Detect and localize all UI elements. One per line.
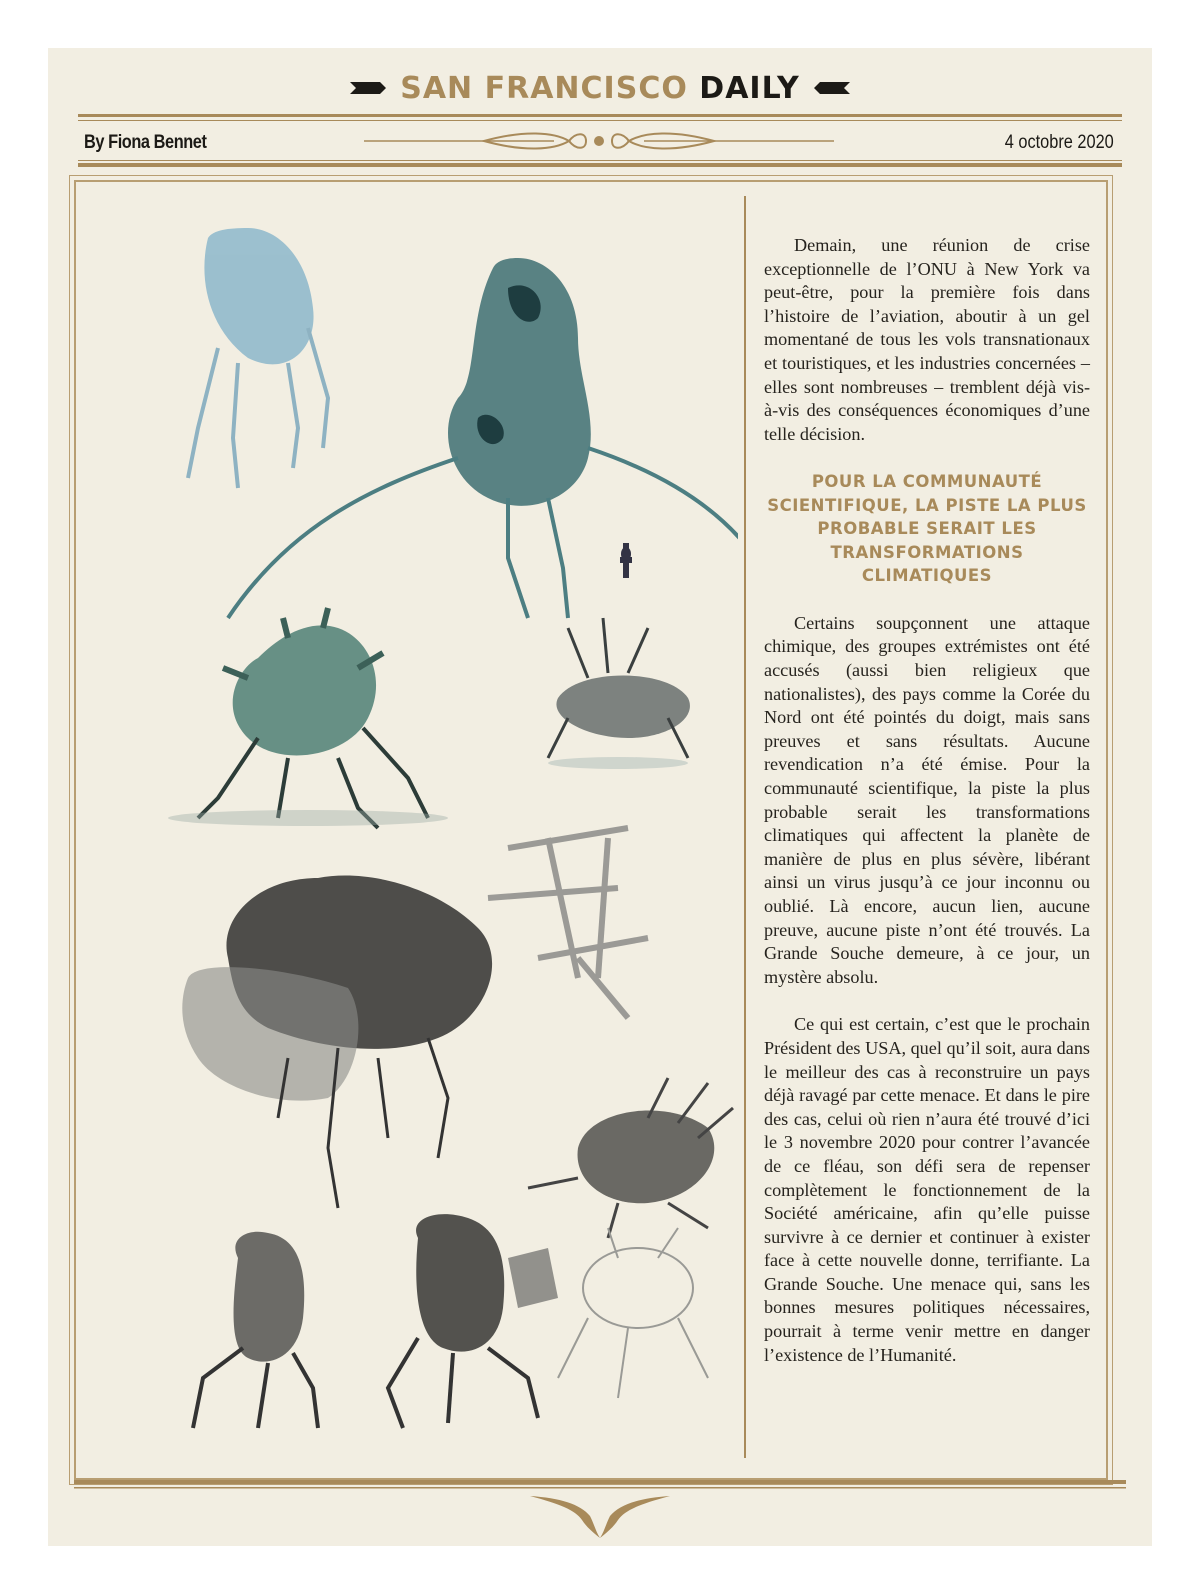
dateline: 4 octobre 2020 — [1004, 132, 1114, 153]
article-paragraph-1: Demain, une réunion de crise exceptionnelle de l’ONU à New York va peut-être, pour la première fois dans l’histoire de l’aviation, aboutir à un gel momentané de tous les vols transnationaux et touristiques, et les industries concernées – elles sont nombreuses – tremblent déjà vis-à-vis des conséquences économiques d’une telle décision. — [764, 235, 1090, 444]
masthead-flag-left-icon — [350, 80, 386, 96]
article-paragraph-2: Certains soupçonnent une attaque chimique, des groupes extrémistes ont été accusés (aussi bien religieux que nationalistes), des pays comme la Corée du Nord ont été pointés du doigt, mais sans preuves et sans résultats. Aucune revendication n’a été émise. Pour la communauté scientifique, la piste la plus probable serait les transformations climatiques qui affectent la planète de manière de plus en plus sévère, libérant ainsi un virus jusqu’à ce jour inconnu ou oublié. Là encore, aucun lien, aucune preuve, aucune piste n’ont été trouvés. La Grande Souche demeure, à ce jour, un mystère absolu. — [764, 612, 1090, 987]
top-rule-thick — [78, 114, 1122, 117]
header-rule-thin — [78, 160, 1122, 161]
column-divider — [744, 196, 746, 1458]
masthead-title-accent: DAILY — [699, 70, 800, 106]
beetle-sketch-small — [548, 618, 690, 769]
masthead-flag-right-icon — [814, 80, 850, 96]
header-ornament-icon — [364, 128, 834, 154]
footer-rule — [74, 1480, 1126, 1492]
top-rule-thin — [78, 120, 1122, 121]
spiky-crab-sketch — [528, 1078, 733, 1238]
article-pullquote: POUR LA COMMUNAUTÉ SCIENTIFIQUE, LA PISTE LA PLUS PROBABLE SERAIT LES TRANSFORMATIONS CLIMATIQUES — [767, 472, 1087, 586]
article-paragraph-3: Ce qui est certain, c’est que le prochain Président des USA, quel qu’il soit, aura dans le meilleur des cas à reconstruire un pays déjà ravagé par cette menace. Et dans le pire des cas, celui où rien n’aura été trouvé d’ici le 3 novembre 2020 pour contrer l’avancée de ce fléau, son défi sera de repenser complètement le fonctionnement de la Société américaine, afin qu’elle puisse survivre à ce dernier et continuer à exister face à cette nouvelle donne, terrifiante. La Grande Souche. Une menace qui, sans les bonnes mesures politiques nécessaires, pourrait à terme venir mettre en danger l’existence de l’Humanité. — [764, 1014, 1090, 1365]
watercolor-walker-small — [188, 228, 328, 488]
masthead-title-main: SAN FRANCISCO — [400, 70, 688, 106]
pipe-structure-sketch — [488, 828, 648, 1018]
article-column — [764, 234, 1090, 1367]
watercolor-creature-green — [168, 608, 448, 828]
pencil-walker-bottom-left — [193, 1232, 318, 1428]
skeletal-creature-faint — [558, 1228, 708, 1398]
masthead-title — [400, 71, 800, 106]
pencil-walker-bottom-middle — [388, 1214, 558, 1428]
footer-ornament-icon — [530, 1494, 670, 1540]
creature-sketches-illustration — [108, 198, 738, 1458]
newspaper-page — [48, 48, 1152, 1546]
masthead — [48, 68, 1152, 108]
byline: By Fiona Bennet — [84, 132, 207, 153]
header-rule-thick — [78, 163, 1122, 167]
pencil-rock-creature-large — [182, 875, 492, 1208]
